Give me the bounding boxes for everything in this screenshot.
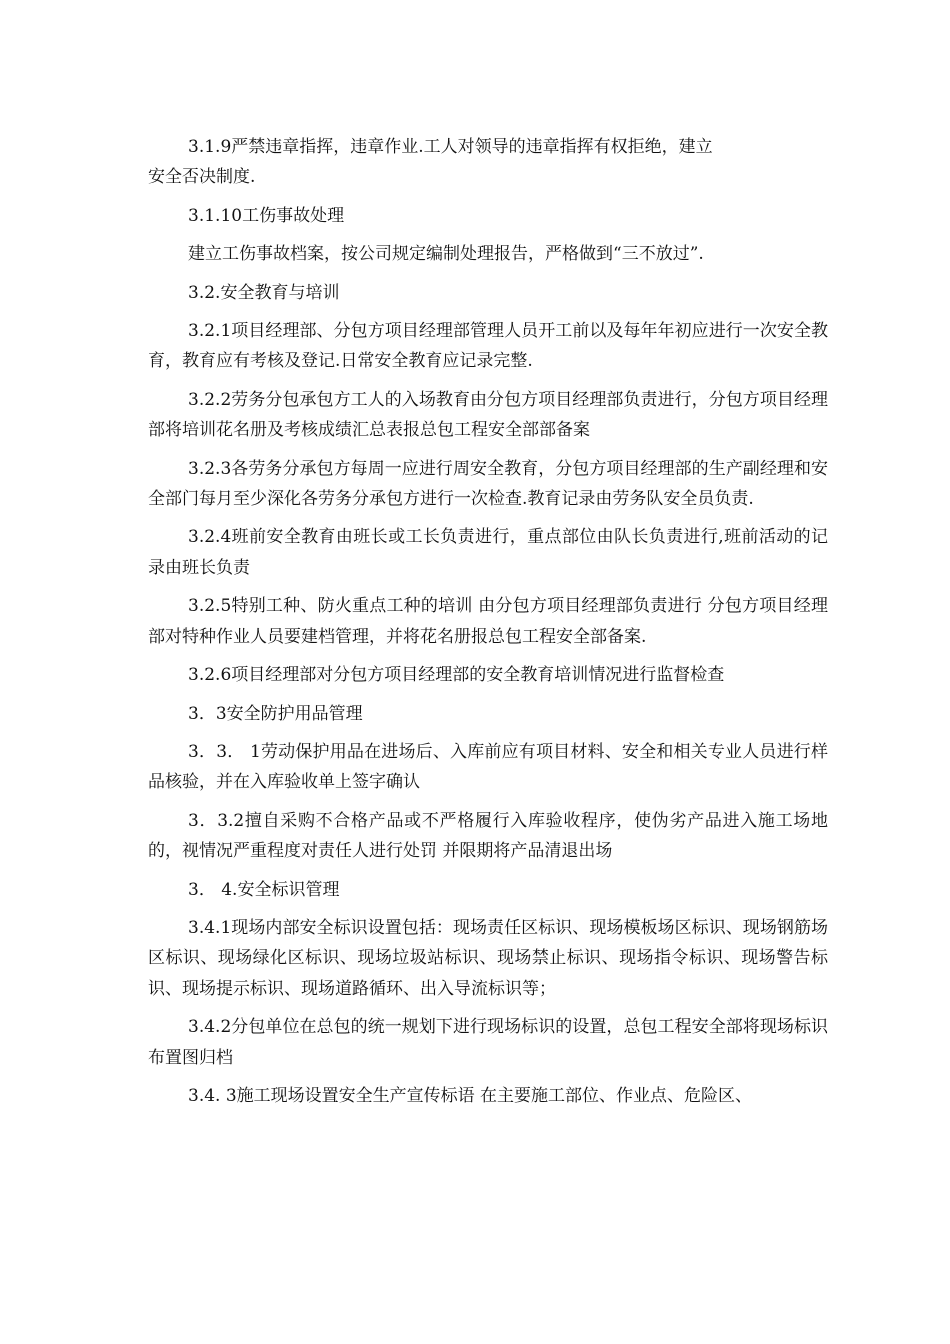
section-heading: 3.2.安全教育与培训	[188, 282, 340, 303]
paragraph: 3．3． 1劳动保护用品在进场后、入库前应有项目材料、安全和相关专业人员进行样品核验，并在入库验收单上签字确认	[148, 741, 828, 793]
paragraph: 3.2.6项目经理部对分包方项目经理部的安全教育培训情况进行监督检查	[188, 665, 725, 686]
paragraph: 3.4.1现场内部安全标识设置包括：现场责任区标识、现场模板场区标识、现场钢筋场区标识、现场绿化区标识、现场垃圾站标识、现场禁止标识、现场指令标识、现场警告标识、现场提示标识、现场道路循环、出入导流标识等；	[148, 917, 828, 999]
paragraph: 3.2.5特别工种、防火重点工种的培训 由分包方项目经理部负责进行 分包方项目经理部对特种作业人员要建档管理，并将花名册报总包工程安全部备案.	[148, 596, 828, 647]
paragraph: 3.2.4班前安全教育由班长或工长负责进行，重点部位由队长负责进行,班前活动的记录由班长负责	[148, 527, 828, 578]
section-heading: 3.1.10工伤事故处理	[188, 205, 345, 226]
paragraph: 3.2.1项目经理部、分包方项目经理部管理人员开工前以及每年年初应进行一次安全教育，教育应有考核及登记.日常安全教育应记录完整.	[148, 321, 828, 372]
paragraph: 3.1.9严禁违章指挥，违章作业.工人对领导的违章指挥有权拒绝，建立	[188, 137, 713, 157]
document-body	[148, 132, 828, 1119]
section-heading: 3． 4.安全标识管理	[188, 879, 340, 900]
paragraph: 3.2.3各劳务分承包方每周一应进行周安全教育，分包方项目经理部的生产副经理和安全部门每月至少深化各劳务分承包方进行一次检查.教育记录由劳务队安全员负责.	[148, 458, 828, 510]
paragraph: 3.2.2劳务分包承包方工人的入场教育由分包方项目经理部负责进行，分包方项目经理部将培训花名册及考核成绩汇总表报总包工程安全部部备案	[148, 389, 828, 441]
paragraph: 3．3.2擅自采购不合格产品或不严格履行入库验收程序，使伪劣产品进入施工场地的，视情况严重程度对责任人进行处罚 并限期将产品清退出场	[148, 810, 828, 862]
paragraph: 3.4.2分包单位在总包的统一规划下进行现场标识的设置，总包工程安全部将现场标识布置图归档	[148, 1017, 828, 1068]
section-heading: 3．3安全防护用品管理	[188, 703, 363, 724]
paragraph: 3.4. 3施工现场设置安全生产宣传标语 在主要施工部位、作业点、危险区、	[188, 1085, 753, 1106]
paragraph: 建立工伤事故档案，按公司规定编制处理报告，严格做到“三不放过”.	[188, 244, 704, 265]
paragraph: 安全否决制度.	[148, 167, 256, 188]
